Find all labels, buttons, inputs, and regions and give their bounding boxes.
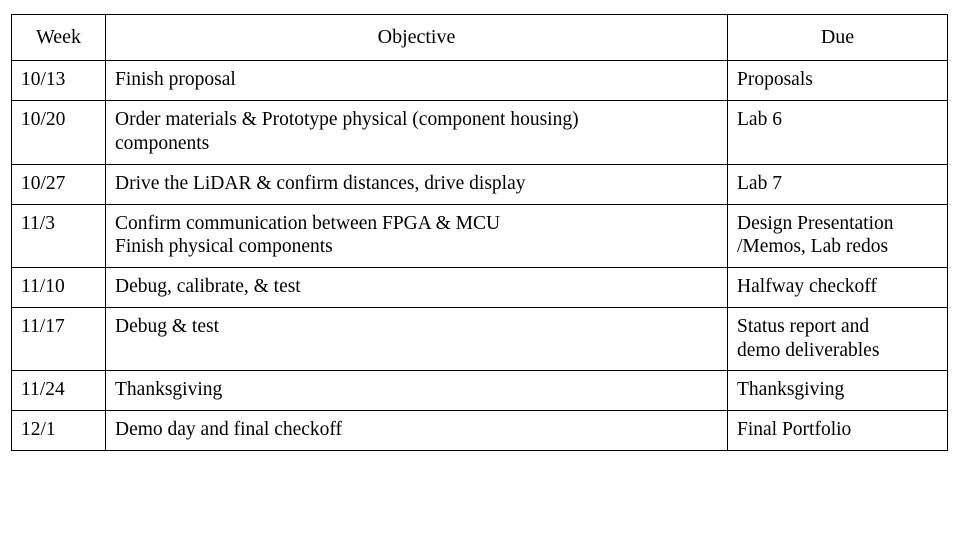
cell-objective	[106, 411, 728, 451]
table-row	[12, 164, 948, 204]
table-row	[12, 307, 948, 371]
cell-due	[728, 307, 948, 371]
cell-objective	[106, 204, 728, 268]
cell-due-line: Halfway checkoff	[737, 276, 877, 298]
cell-objective-line: Finish physical components	[115, 236, 333, 258]
project-schedule-table	[11, 14, 948, 451]
table-row	[12, 371, 948, 411]
cell-week: 10/13	[12, 61, 106, 101]
cell-objective-line: Thanksgiving	[115, 379, 223, 401]
cell-objective	[106, 164, 728, 204]
cell-due	[728, 411, 948, 451]
cell-week: 11/3	[12, 204, 106, 268]
cell-week: 11/10	[12, 268, 106, 308]
cell-objective-line: Demo day and final checkoff	[115, 419, 343, 441]
cell-objective	[106, 101, 728, 165]
cell-due-line: Final Portfolio	[737, 419, 852, 441]
column-header-week: Week	[12, 15, 106, 61]
column-header-due: Due	[728, 15, 948, 61]
cell-due	[728, 101, 948, 165]
cell-objective	[106, 268, 728, 308]
cell-due-line: Lab 7	[737, 172, 782, 194]
cell-week: 10/20	[12, 101, 106, 165]
cell-objective	[106, 371, 728, 411]
table-row	[12, 61, 948, 101]
cell-week: 11/17	[12, 307, 106, 371]
cell-objective-line: Drive the LiDAR & confirm distances, drive display	[115, 172, 526, 194]
table-body	[12, 61, 948, 451]
cell-due	[728, 61, 948, 101]
cell-due-line: /Memos, Lab redos	[737, 236, 889, 258]
table-header	[12, 15, 948, 61]
cell-objective	[106, 61, 728, 101]
cell-due	[728, 371, 948, 411]
cell-objective-line: Debug & test	[115, 315, 219, 337]
table-row	[12, 204, 948, 268]
cell-week: 12/1	[12, 411, 106, 451]
cell-week: 11/24	[12, 371, 106, 411]
table-row	[12, 411, 948, 451]
cell-objective	[106, 307, 728, 371]
cell-due-line: Status report and	[737, 315, 870, 337]
cell-due-line: demo deliverables	[737, 339, 880, 361]
cell-due-line: Lab 6	[737, 109, 782, 131]
cell-due-line: Proposals	[737, 69, 813, 91]
table-header-row	[12, 15, 948, 61]
cell-due	[728, 268, 948, 308]
column-header-objective: Objective	[106, 15, 728, 61]
cell-due-line: Thanksgiving	[737, 379, 845, 401]
cell-due-line: Design Presentation	[737, 212, 894, 234]
table-row	[12, 268, 948, 308]
table-row	[12, 101, 948, 165]
cell-week: 10/27	[12, 164, 106, 204]
cell-objective-line: Confirm communication between FPGA & MCU	[115, 212, 501, 234]
cell-objective-line: Finish proposal	[115, 69, 236, 91]
cell-due	[728, 164, 948, 204]
cell-objective-line: components	[115, 132, 210, 154]
cell-objective-line: Order materials & Prototype physical (component housing)	[115, 109, 579, 131]
cell-due	[728, 204, 948, 268]
cell-objective-line: Debug, calibrate, & test	[115, 276, 301, 298]
